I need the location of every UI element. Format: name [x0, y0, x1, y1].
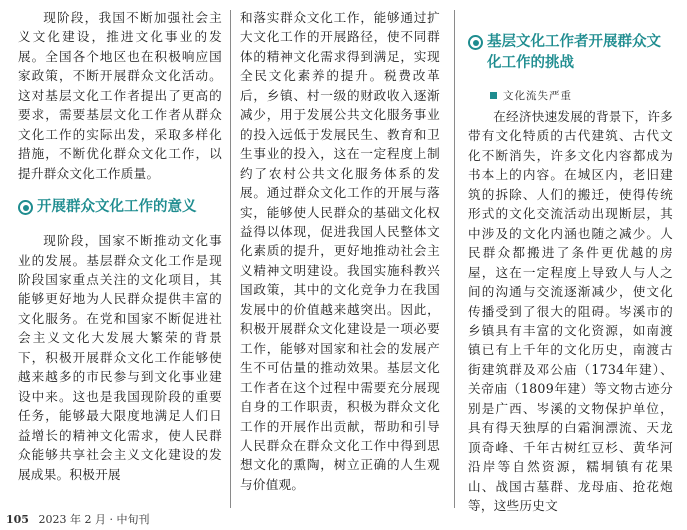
subsection-heading-text: 文化流失严重 — [503, 90, 572, 102]
section-heading-text: 开展群众文化工作的意义 — [37, 199, 197, 216]
page-footer — [6, 511, 149, 527]
right-paragraph-1: 在经济快速发展的背景下，许多带有文化特质的古代建筑、古代文化不断消失，许多文化内容都成为书本上的内容。在城区内，老旧建筑的拆除、人们的搬迁，使得传统形式的文化交流活动出现断层，其中涉及的文化内涵也随之减少。人民群众都搬进了条件更优越的房屋，这在一定程度上导致人与人之间的沟通与交流逐渐减少，使文化传播受到了很大的阻碍。岑溪市的乡镇具有丰富的文化资源，如南渡镇已有上千年的文化历史，南渡古街建筑群及邓公庙（1734年建）、关帝庙（1809年建）等文物古迹分别是广西、岑溪的文物保护单位，具有得天独厚的白霜涧漂流、天龙顶奇峰、千年古树红豆杉、黄华河沿岸等自然资源，糯垌镇有花果山、战国古墓群、龙母庙、抢花炮等，这些历史文 — [468, 109, 673, 514]
column-divider — [230, 10, 231, 508]
middle-paragraph-1: 和落实群众文化工作，能够通过扩大文化工作的开展路径，使不同群体的精神文化需求得到满足，实现全民文化素养的提升。税费改革后，乡镇、村一级的财政收入逐渐减少，用于发展公共文化服务事业的投入远低于发展民生、教育和卫生事业的投入，这在一定程度上制约了农村公共文化服务体系的发展。通过群众文化工作的开展与落实，能够使人民群众的基础文化权益得以体现，促进我国人民整体文化素质的提升，更好地推动社会主义精神文明建设。我国实施科教兴国政策，其中的文化竞争力在我国发展中的价值越来越突出。因此，积极开展群众文化建设是一项必要工作，能够对国家和社会的发展产生不可估量的推动效果。基层文化工作者在这个过程中需要充分展现自身的工作职责，积极为群众文化工作的开展作出贡献，帮助和引导人民群众在群众文化工作中得到思想文化的熏陶，树立正确的人生观与价值观。 — [240, 10, 440, 492]
left-paragraph-1: 现阶段，我国不断加强社会主义文化建设，推进文化事业的发展。全国各个地区也在积极响应国家政策，不断开展群众文化活动。这对基层文化工作者提出了更高的要求，需要基层文化工作者从群众文化工作的实际出发，采取多样化措施，不断优化群众文化工作，以提升群众文化工作质量。 — [18, 10, 222, 181]
target-circle-icon — [18, 200, 33, 215]
section-heading-significance — [18, 197, 222, 218]
column-divider — [454, 10, 455, 508]
section-heading-challenges — [468, 32, 673, 74]
subsection-heading — [490, 88, 673, 103]
left-paragraph-2: 现阶段，国家不断推动文化事业的发展。基层群众文化工作是现阶段国家重点关注的文化项目，其能够更好地为人民群众提供丰富的文化服务。在党和国家不断促进社会主义文化大发展大繁荣的背景下，积极开展群众文化工作能够使越来越多的市民参与到文化事业建设中来。这也是我国现阶段的重要任务，能够最大限度地满足人们日益增长的精神文化需求，使人民群众能够共享社会主义文化建设的发展成果。积极开展 — [18, 233, 222, 482]
section-heading-text: 基层文化工作者开展群众文化工作的挑战 — [487, 34, 661, 71]
square-bullet-icon — [490, 92, 497, 99]
target-circle-icon — [468, 35, 483, 50]
page-number: 105 — [6, 513, 29, 526]
left-column — [18, 8, 222, 484]
issue-info: 2023 年 2 月 · 中旬刊 — [38, 513, 150, 526]
middle-column — [240, 8, 440, 494]
right-column — [468, 8, 673, 516]
